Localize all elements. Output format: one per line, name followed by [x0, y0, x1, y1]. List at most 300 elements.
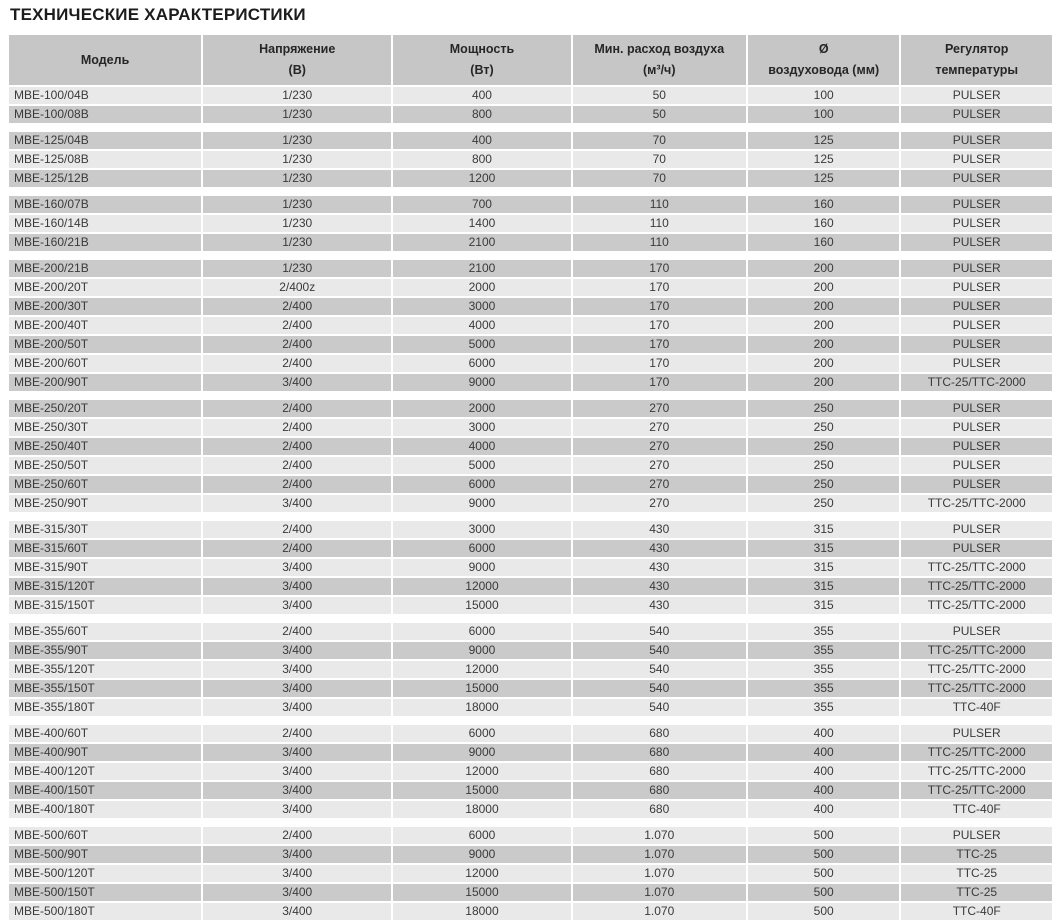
cell-airflow: 680	[573, 763, 746, 780]
cell-model: MBE-200/40T	[9, 317, 201, 334]
cell-duct: 500	[748, 846, 900, 863]
cell-power: 12000	[393, 865, 570, 882]
cell-voltage: 2/400	[203, 623, 391, 640]
cell-duct: 200	[748, 279, 900, 296]
table-row	[9, 279, 1052, 296]
cell-power: 15000	[393, 680, 570, 697]
cell-airflow: 540	[573, 623, 746, 640]
table-row	[9, 336, 1052, 353]
table-row	[9, 725, 1052, 742]
table-row	[9, 106, 1052, 123]
cell-power: 6000	[393, 540, 570, 557]
cell-model: MBE-315/150T	[9, 597, 201, 614]
cell-model: MBE-400/90T	[9, 744, 201, 761]
cell-regulator: PULSER	[901, 234, 1052, 251]
cell-duct: 400	[748, 782, 900, 799]
cell-model: MBE-200/50T	[9, 336, 201, 353]
cell-power: 9000	[393, 744, 570, 761]
cell-duct: 250	[748, 438, 900, 455]
cell-voltage: 3/400	[203, 495, 391, 512]
cell-power: 12000	[393, 661, 570, 678]
cell-duct: 355	[748, 699, 900, 716]
cell-airflow: 430	[573, 559, 746, 576]
cell-airflow: 170	[573, 279, 746, 296]
table-row	[9, 400, 1052, 417]
table-row	[9, 763, 1052, 780]
cell-airflow: 430	[573, 597, 746, 614]
table-row	[9, 699, 1052, 716]
table-row	[9, 903, 1052, 920]
header-line: температуры	[935, 63, 1019, 77]
cell-duct: 250	[748, 495, 900, 512]
cell-power: 6000	[393, 355, 570, 372]
cell-duct: 315	[748, 597, 900, 614]
cell-voltage: 2/400	[203, 336, 391, 353]
cell-airflow: 1.070	[573, 903, 746, 920]
cell-model: MBE-125/04B	[9, 132, 201, 149]
cell-duct: 125	[748, 170, 900, 187]
cell-airflow: 170	[573, 374, 746, 391]
cell-model: MBE-250/60T	[9, 476, 201, 493]
cell-airflow: 1.070	[573, 884, 746, 901]
cell-duct: 315	[748, 540, 900, 557]
cell-power: 2000	[393, 400, 570, 417]
cell-duct: 160	[748, 196, 900, 213]
cell-regulator: PULSER	[901, 279, 1052, 296]
cell-duct: 315	[748, 559, 900, 576]
cell-duct: 355	[748, 680, 900, 697]
cell-duct: 200	[748, 374, 900, 391]
cell-power: 15000	[393, 782, 570, 799]
cell-airflow: 270	[573, 476, 746, 493]
spec-table	[9, 35, 1052, 920]
cell-regulator: PULSER	[901, 260, 1052, 277]
cell-model: MBE-500/60T	[9, 827, 201, 844]
cell-duct: 200	[748, 260, 900, 277]
cell-model: MBE-500/180T	[9, 903, 201, 920]
cell-voltage: 2/400	[203, 317, 391, 334]
table-row	[9, 151, 1052, 168]
cell-duct: 400	[748, 801, 900, 818]
cell-regulator: TTC-25/TTC-2000	[901, 578, 1052, 595]
header-line: Ø	[818, 42, 829, 56]
cell-voltage: 3/400	[203, 680, 391, 697]
cell-power: 15000	[393, 884, 570, 901]
header-line: Модель	[80, 52, 130, 67]
cell-regulator: PULSER	[901, 336, 1052, 353]
cell-regulator: TTC-25/TTC-2000	[901, 559, 1052, 576]
group-spacer	[9, 253, 1052, 260]
cell-airflow: 170	[573, 260, 746, 277]
table-row	[9, 884, 1052, 901]
header-line: воздуховода (мм)	[768, 63, 880, 77]
cell-model: MBE-200/30T	[9, 298, 201, 315]
cell-duct: 500	[748, 827, 900, 844]
cell-duct: 100	[748, 106, 900, 123]
cell-power: 800	[393, 106, 570, 123]
cell-model: MBE-160/14B	[9, 215, 201, 232]
table-row	[9, 495, 1052, 512]
cell-voltage: 3/400	[203, 578, 391, 595]
group-spacer	[9, 616, 1052, 623]
cell-voltage: 1/230	[203, 132, 391, 149]
cell-duct: 315	[748, 521, 900, 538]
cell-duct: 500	[748, 903, 900, 920]
table-row	[9, 801, 1052, 818]
cell-power: 1400	[393, 215, 570, 232]
table-row	[9, 661, 1052, 678]
table-row	[9, 457, 1052, 474]
table-row	[9, 87, 1052, 104]
cell-airflow: 540	[573, 661, 746, 678]
table-row	[9, 419, 1052, 436]
cell-voltage: 3/400	[203, 865, 391, 882]
cell-airflow: 540	[573, 699, 746, 716]
cell-power: 18000	[393, 801, 570, 818]
cell-voltage: 3/400	[203, 661, 391, 678]
group-spacer	[9, 820, 1052, 827]
cell-model: MBE-125/12B	[9, 170, 201, 187]
cell-voltage: 3/400	[203, 374, 391, 391]
cell-airflow: 110	[573, 196, 746, 213]
cell-airflow: 1.070	[573, 846, 746, 863]
cell-duct: 200	[748, 317, 900, 334]
cell-voltage: 3/400	[203, 763, 391, 780]
cell-duct: 315	[748, 578, 900, 595]
table-header-row	[9, 35, 1052, 85]
cell-model: MBE-400/150T	[9, 782, 201, 799]
cell-voltage: 2/400z	[203, 279, 391, 296]
header-cell-regulator	[901, 35, 1052, 85]
cell-airflow: 680	[573, 725, 746, 742]
cell-power: 18000	[393, 699, 570, 716]
cell-airflow: 50	[573, 87, 746, 104]
cell-power: 400	[393, 132, 570, 149]
cell-airflow: 540	[573, 680, 746, 697]
cell-voltage: 3/400	[203, 846, 391, 863]
cell-power: 5000	[393, 336, 570, 353]
cell-airflow: 430	[573, 521, 746, 538]
table-row	[9, 642, 1052, 659]
cell-regulator: PULSER	[901, 827, 1052, 844]
table-row	[9, 782, 1052, 799]
header-line: Напряжение	[259, 42, 336, 56]
cell-airflow: 170	[573, 355, 746, 372]
cell-power: 3000	[393, 419, 570, 436]
cell-duct: 355	[748, 642, 900, 659]
cell-model: MBE-100/04B	[9, 87, 201, 104]
table-row	[9, 827, 1052, 844]
cell-regulator: PULSER	[901, 317, 1052, 334]
cell-voltage: 2/400	[203, 438, 391, 455]
cell-voltage: 2/400	[203, 725, 391, 742]
cell-power: 6000	[393, 623, 570, 640]
cell-power: 15000	[393, 597, 570, 614]
cell-duct: 250	[748, 476, 900, 493]
cell-duct: 250	[748, 400, 900, 417]
cell-voltage: 1/230	[203, 215, 391, 232]
cell-airflow: 680	[573, 801, 746, 818]
cell-voltage: 3/400	[203, 884, 391, 901]
cell-airflow: 270	[573, 457, 746, 474]
cell-model: MBE-500/120T	[9, 865, 201, 882]
cell-model: MBE-315/30T	[9, 521, 201, 538]
header-line: Регулятор	[945, 42, 1009, 56]
cell-power: 4000	[393, 438, 570, 455]
cell-duct: 200	[748, 336, 900, 353]
cell-power: 4000	[393, 317, 570, 334]
cell-model: MBE-200/60T	[9, 355, 201, 372]
cell-voltage: 2/400	[203, 540, 391, 557]
cell-airflow: 680	[573, 782, 746, 799]
table-row	[9, 578, 1052, 595]
cell-power: 3000	[393, 298, 570, 315]
cell-airflow: 540	[573, 642, 746, 659]
cell-voltage: 1/230	[203, 170, 391, 187]
cell-model: MBE-250/90T	[9, 495, 201, 512]
cell-voltage: 2/400	[203, 457, 391, 474]
cell-regulator: PULSER	[901, 476, 1052, 493]
cell-regulator: PULSER	[901, 623, 1052, 640]
cell-airflow: 50	[573, 106, 746, 123]
cell-duct: 355	[748, 661, 900, 678]
table-row	[9, 234, 1052, 251]
cell-duct: 125	[748, 132, 900, 149]
cell-model: MBE-200/90T	[9, 374, 201, 391]
cell-duct: 500	[748, 865, 900, 882]
cell-model: MBE-355/120T	[9, 661, 201, 678]
cell-airflow: 170	[573, 317, 746, 334]
table-row	[9, 374, 1052, 391]
cell-power: 18000	[393, 903, 570, 920]
table-row	[9, 744, 1052, 761]
cell-model: MBE-500/90T	[9, 846, 201, 863]
cell-regulator: PULSER	[901, 540, 1052, 557]
cell-duct: 200	[748, 355, 900, 372]
cell-power: 2000	[393, 279, 570, 296]
cell-model: MBE-160/21B	[9, 234, 201, 251]
cell-voltage: 1/230	[203, 260, 391, 277]
cell-voltage: 2/400	[203, 355, 391, 372]
cell-voltage: 2/400	[203, 400, 391, 417]
cell-model: MBE-400/120T	[9, 763, 201, 780]
cell-voltage: 2/400	[203, 827, 391, 844]
cell-airflow: 430	[573, 578, 746, 595]
cell-power: 2100	[393, 234, 570, 251]
cell-model: MBE-250/40T	[9, 438, 201, 455]
cell-regulator: PULSER	[901, 521, 1052, 538]
table-row	[9, 355, 1052, 372]
cell-regulator: TTC-25/TTC-2000	[901, 744, 1052, 761]
table-row	[9, 865, 1052, 882]
cell-voltage: 2/400	[203, 419, 391, 436]
cell-model: MBE-400/180T	[9, 801, 201, 818]
cell-model: MBE-250/30T	[9, 419, 201, 436]
cell-voltage: 2/400	[203, 298, 391, 315]
cell-power: 700	[393, 196, 570, 213]
cell-airflow: 270	[573, 400, 746, 417]
cell-power: 6000	[393, 476, 570, 493]
cell-power: 800	[393, 151, 570, 168]
cell-duct: 500	[748, 884, 900, 901]
cell-voltage: 1/230	[203, 106, 391, 123]
cell-regulator: TTC-25/TTC-2000	[901, 642, 1052, 659]
cell-model: MBE-200/20T	[9, 279, 201, 296]
header-line: (В)	[288, 63, 306, 77]
cell-regulator: TTC-25/TTC-2000	[901, 661, 1052, 678]
cell-airflow: 110	[573, 215, 746, 232]
cell-power: 3000	[393, 521, 570, 538]
cell-regulator: TTC-40F	[901, 699, 1052, 716]
header-line: (м³/ч)	[643, 63, 676, 77]
cell-model: MBE-315/90T	[9, 559, 201, 576]
cell-regulator: TTC-25/TTC-2000	[901, 495, 1052, 512]
cell-voltage: 1/230	[203, 87, 391, 104]
cell-voltage: 3/400	[203, 597, 391, 614]
cell-airflow: 1.070	[573, 827, 746, 844]
table-row	[9, 260, 1052, 277]
cell-power: 6000	[393, 827, 570, 844]
cell-airflow: 270	[573, 419, 746, 436]
cell-regulator: TTC-25/TTC-2000	[901, 782, 1052, 799]
page-title: ТЕХНИЧЕСКИЕ ХАРАКТЕРИСТИКИ	[10, 5, 306, 24]
table-row	[9, 298, 1052, 315]
header-cell-model	[9, 35, 201, 85]
cell-duct: 400	[748, 763, 900, 780]
cell-airflow: 70	[573, 132, 746, 149]
cell-model: MBE-355/90T	[9, 642, 201, 659]
cell-regulator: PULSER	[901, 87, 1052, 104]
header-line: Мощность	[449, 42, 515, 56]
cell-voltage: 3/400	[203, 744, 391, 761]
cell-regulator: PULSER	[901, 298, 1052, 315]
cell-regulator: PULSER	[901, 400, 1052, 417]
header-line: (Вт)	[470, 63, 494, 77]
cell-power: 1200	[393, 170, 570, 187]
cell-regulator: PULSER	[901, 170, 1052, 187]
cell-regulator: TTC-25/TTC-2000	[901, 374, 1052, 391]
cell-voltage: 1/230	[203, 151, 391, 168]
cell-model: MBE-500/150T	[9, 884, 201, 901]
cell-model: MBE-400/60T	[9, 725, 201, 742]
table-row	[9, 317, 1052, 334]
cell-power: 2100	[393, 260, 570, 277]
table-body	[9, 87, 1052, 920]
cell-airflow: 430	[573, 540, 746, 557]
header-cell-voltage	[203, 35, 391, 85]
cell-regulator: TTC-25/TTC-2000	[901, 763, 1052, 780]
cell-power: 9000	[393, 846, 570, 863]
table-row	[9, 476, 1052, 493]
cell-duct: 355	[748, 623, 900, 640]
table-row	[9, 540, 1052, 557]
cell-duct: 400	[748, 725, 900, 742]
cell-regulator: PULSER	[901, 196, 1052, 213]
cell-regulator: TTC-25/TTC-2000	[901, 680, 1052, 697]
cell-duct: 160	[748, 234, 900, 251]
group-spacer	[9, 718, 1052, 725]
cell-regulator: PULSER	[901, 106, 1052, 123]
cell-duct: 250	[748, 457, 900, 474]
cell-model: MBE-315/120T	[9, 578, 201, 595]
cell-power: 9000	[393, 642, 570, 659]
group-spacer	[9, 125, 1052, 132]
cell-voltage: 2/400	[203, 476, 391, 493]
cell-voltage: 3/400	[203, 699, 391, 716]
cell-power: 6000	[393, 725, 570, 742]
table-row	[9, 521, 1052, 538]
header-line: Мин. расход воздуха	[594, 42, 725, 56]
table-row	[9, 680, 1052, 697]
cell-regulator: TTC-40F	[901, 801, 1052, 818]
cell-model: MBE-200/21B	[9, 260, 201, 277]
header-cell-duct	[748, 35, 900, 85]
cell-voltage: 1/230	[203, 196, 391, 213]
cell-regulator: PULSER	[901, 438, 1052, 455]
cell-regulator: PULSER	[901, 419, 1052, 436]
cell-regulator: PULSER	[901, 151, 1052, 168]
cell-voltage: 2/400	[203, 521, 391, 538]
table-row	[9, 559, 1052, 576]
cell-airflow: 1.070	[573, 865, 746, 882]
group-spacer	[9, 514, 1052, 521]
table-row	[9, 170, 1052, 187]
cell-voltage: 3/400	[203, 801, 391, 818]
cell-model: MBE-125/08B	[9, 151, 201, 168]
table-row	[9, 215, 1052, 232]
cell-duct: 100	[748, 87, 900, 104]
cell-power: 12000	[393, 578, 570, 595]
cell-regulator: TTC-25	[901, 846, 1052, 863]
cell-airflow: 170	[573, 336, 746, 353]
cell-airflow: 110	[573, 234, 746, 251]
cell-duct: 125	[748, 151, 900, 168]
cell-power: 9000	[393, 374, 570, 391]
cell-voltage: 1/230	[203, 234, 391, 251]
cell-voltage: 3/400	[203, 559, 391, 576]
cell-duct: 250	[748, 419, 900, 436]
group-spacer	[9, 393, 1052, 400]
cell-airflow: 170	[573, 298, 746, 315]
cell-voltage: 3/400	[203, 903, 391, 920]
cell-airflow: 680	[573, 744, 746, 761]
cell-model: MBE-315/60T	[9, 540, 201, 557]
cell-model: MBE-250/20T	[9, 400, 201, 417]
cell-model: MBE-160/07B	[9, 196, 201, 213]
cell-power: 9000	[393, 495, 570, 512]
cell-duct: 160	[748, 215, 900, 232]
cell-regulator: PULSER	[901, 132, 1052, 149]
cell-airflow: 270	[573, 495, 746, 512]
cell-regulator: PULSER	[901, 355, 1052, 372]
cell-regulator: PULSER	[901, 725, 1052, 742]
cell-airflow: 70	[573, 170, 746, 187]
cell-power: 5000	[393, 457, 570, 474]
cell-power: 9000	[393, 559, 570, 576]
cell-airflow: 70	[573, 151, 746, 168]
table-row	[9, 132, 1052, 149]
cell-model: MBE-250/50T	[9, 457, 201, 474]
cell-regulator: TTC-25	[901, 884, 1052, 901]
cell-regulator: PULSER	[901, 215, 1052, 232]
table-row	[9, 196, 1052, 213]
table-row	[9, 623, 1052, 640]
cell-model: MBE-355/180T	[9, 699, 201, 716]
cell-airflow: 270	[573, 438, 746, 455]
cell-duct: 200	[748, 298, 900, 315]
table-row	[9, 438, 1052, 455]
cell-voltage: 3/400	[203, 782, 391, 799]
